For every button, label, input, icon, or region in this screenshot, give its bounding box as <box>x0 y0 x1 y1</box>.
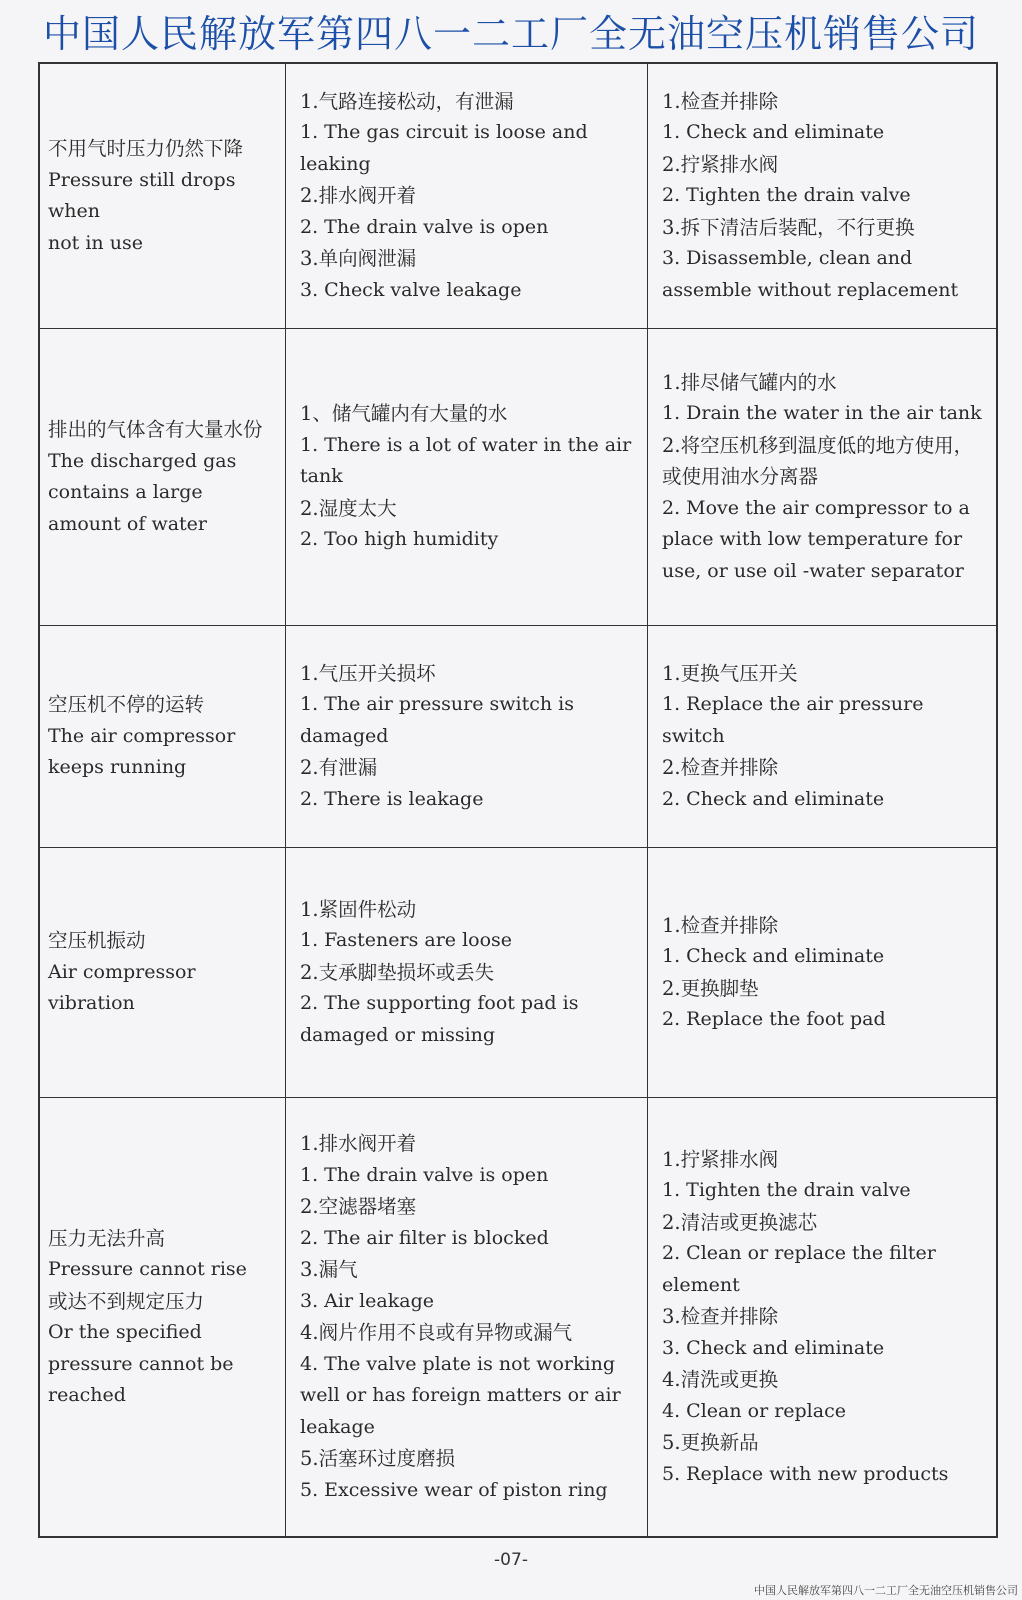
solution-line: 2.拧紧排水阀 <box>662 152 779 176</box>
solution-line: 2.更换脚垫 <box>662 976 759 1000</box>
fault-cell <box>40 64 286 329</box>
cause-line: 2. Too high humidity <box>300 528 499 551</box>
page-title: 中国人民解放军第四八一二工厂全无油空压机销售公司 <box>42 12 979 56</box>
solution-line: 2. Check and eliminate <box>662 787 885 810</box>
cause-line: 1. The gas circuit is loose and leaking <box>300 121 588 175</box>
cause-line: 4.阀片作用不良或有异物或漏气 <box>300 1321 573 1344</box>
solution-line: 1.检查并排除 <box>662 89 779 113</box>
page-number: -07- <box>494 1550 528 1570</box>
solution-cell <box>648 626 996 848</box>
solution-line: 1. Tighten the drain valve <box>662 1179 911 1202</box>
cause-line: 1. There is a lot of water in the air tank <box>300 433 632 488</box>
solution-line: 2. Move the air compressor to a place with low temperature for use, or use oil -water separator <box>662 496 970 582</box>
fault-cell <box>40 1098 286 1536</box>
solution-line: 2. Clean or replace the filter element <box>662 1242 936 1296</box>
fault-line: 不用气时压力仍然下降 <box>48 137 244 160</box>
fault-line: Pressure still drops when <box>48 168 236 222</box>
fault-line: 空压机振动 <box>48 929 146 953</box>
fault-line: Or the specified pressure cannot be reached <box>48 1321 234 1406</box>
cause-cell <box>286 64 648 329</box>
cause-line: 3. Air leakage <box>300 1289 434 1312</box>
solution-line: 5. Replace with new products <box>662 1462 949 1485</box>
solution-line: 4.清洗或更换 <box>662 1368 779 1392</box>
solution-line: 2.将空压机移到温度低的地方使用，或使用油水分离器 <box>662 433 974 489</box>
solution-line: 3. Check and eliminate <box>662 1336 885 1359</box>
cause-line: 2.有泄漏 <box>300 756 378 780</box>
fault-cell <box>40 329 286 626</box>
cause-line: 1.气路连接松动，有泄漏 <box>300 89 514 113</box>
solution-line: 1. Replace the air pressure switch <box>662 693 924 747</box>
cause-line: 1.气压开关损坏 <box>300 661 436 685</box>
solution-line: 1. Check and eliminate <box>662 121 885 144</box>
cause-line: 2. The air filter is blocked <box>300 1226 549 1249</box>
cause-cell <box>286 626 648 848</box>
fault-line: Air compressor vibration <box>48 960 196 1015</box>
cause-line: 2.湿度太大 <box>300 496 397 520</box>
cause-line: 1. The air pressure switch is damaged <box>300 693 574 747</box>
fault-cell <box>40 626 286 848</box>
cause-cell <box>286 1098 648 1536</box>
solution-line: 2.检查并排除 <box>662 756 779 780</box>
cause-line: 2. There is leakage <box>300 787 484 810</box>
solution-cell <box>648 848 996 1098</box>
troubleshooting-table <box>38 62 998 1538</box>
cause-line: 2.支承脚垫损坏或丢失 <box>300 960 495 984</box>
cause-line: 5. Excessive wear of piston ring <box>300 1478 608 1501</box>
cause-cell <box>286 848 648 1098</box>
solution-line: 1. Drain the water in the air tank <box>662 402 982 425</box>
solution-cell <box>648 1098 996 1536</box>
cause-line: 1. The drain valve is open <box>300 1163 549 1186</box>
cause-line: 2.空滤器堵塞 <box>300 1195 417 1218</box>
cause-line: 3. Check valve leakage <box>300 278 522 301</box>
solution-line: 2. Tighten the drain valve <box>662 184 911 207</box>
cause-line: 2. The supporting foot pad is damaged or missing <box>300 992 579 1046</box>
solution-line: 1.排尽储气罐内的水 <box>662 370 837 394</box>
fault-line: The discharged gas contains a large amount of water <box>48 449 237 535</box>
cause-line: 2.排水阀开着 <box>300 184 417 208</box>
cause-line: 1.排水阀开着 <box>300 1132 417 1155</box>
solution-line: 1.检查并排除 <box>662 913 779 937</box>
solution-line: 2.清洁或更换滤芯 <box>662 1210 818 1234</box>
fault-line: not in use <box>48 231 143 254</box>
solution-line: 1. Check and eliminate <box>662 945 885 967</box>
cause-line: 4. The valve plate is not working well or has foreign matters or air leakage <box>300 1352 621 1438</box>
solution-line: 3.拆下清洁后装配，不行更换 <box>662 215 915 239</box>
solution-line: 3. Disassemble, clean and assemble without replacement <box>662 247 959 301</box>
fault-line: The air compressor keeps running <box>48 724 236 779</box>
cause-line: 3.单向阀泄漏 <box>300 247 417 271</box>
solution-cell <box>648 329 996 626</box>
cause-line: 3.漏气 <box>300 1258 358 1281</box>
cause-line: 2. The drain valve is open <box>300 215 549 238</box>
fault-line: 或达不到规定压力 <box>48 1289 205 1313</box>
fault-line: 压力无法升高 <box>48 1226 166 1250</box>
fault-line: 排出的气体含有大量水份 <box>48 418 263 441</box>
solution-line: 1.拧紧排水阀 <box>662 1147 779 1171</box>
fault-cell <box>40 848 286 1098</box>
cause-line: 5.活塞环过度磨损 <box>300 1447 456 1470</box>
fault-line: 空压机不停的运转 <box>48 693 205 717</box>
solution-line: 5.更换新品 <box>662 1431 759 1455</box>
footer-mark: 中国人民解放军第四八一二工厂全无油空压机销售公司 <box>754 1584 1018 1597</box>
solution-line: 4. Clean or replace <box>662 1399 846 1422</box>
solution-line: 2. Replace the foot pad <box>662 1008 886 1030</box>
cause-cell <box>286 329 648 626</box>
cause-line: 1、储气罐内有大量的水 <box>300 402 508 426</box>
solution-cell <box>648 64 996 329</box>
fault-line: Pressure cannot rise <box>48 1258 247 1280</box>
cause-line: 1.紧固件松动 <box>300 897 417 921</box>
solution-line: 1.更换气压开关 <box>662 661 798 685</box>
solution-line: 3.检查并排除 <box>662 1305 779 1329</box>
cause-line: 1. Fasteners are loose <box>300 929 513 952</box>
